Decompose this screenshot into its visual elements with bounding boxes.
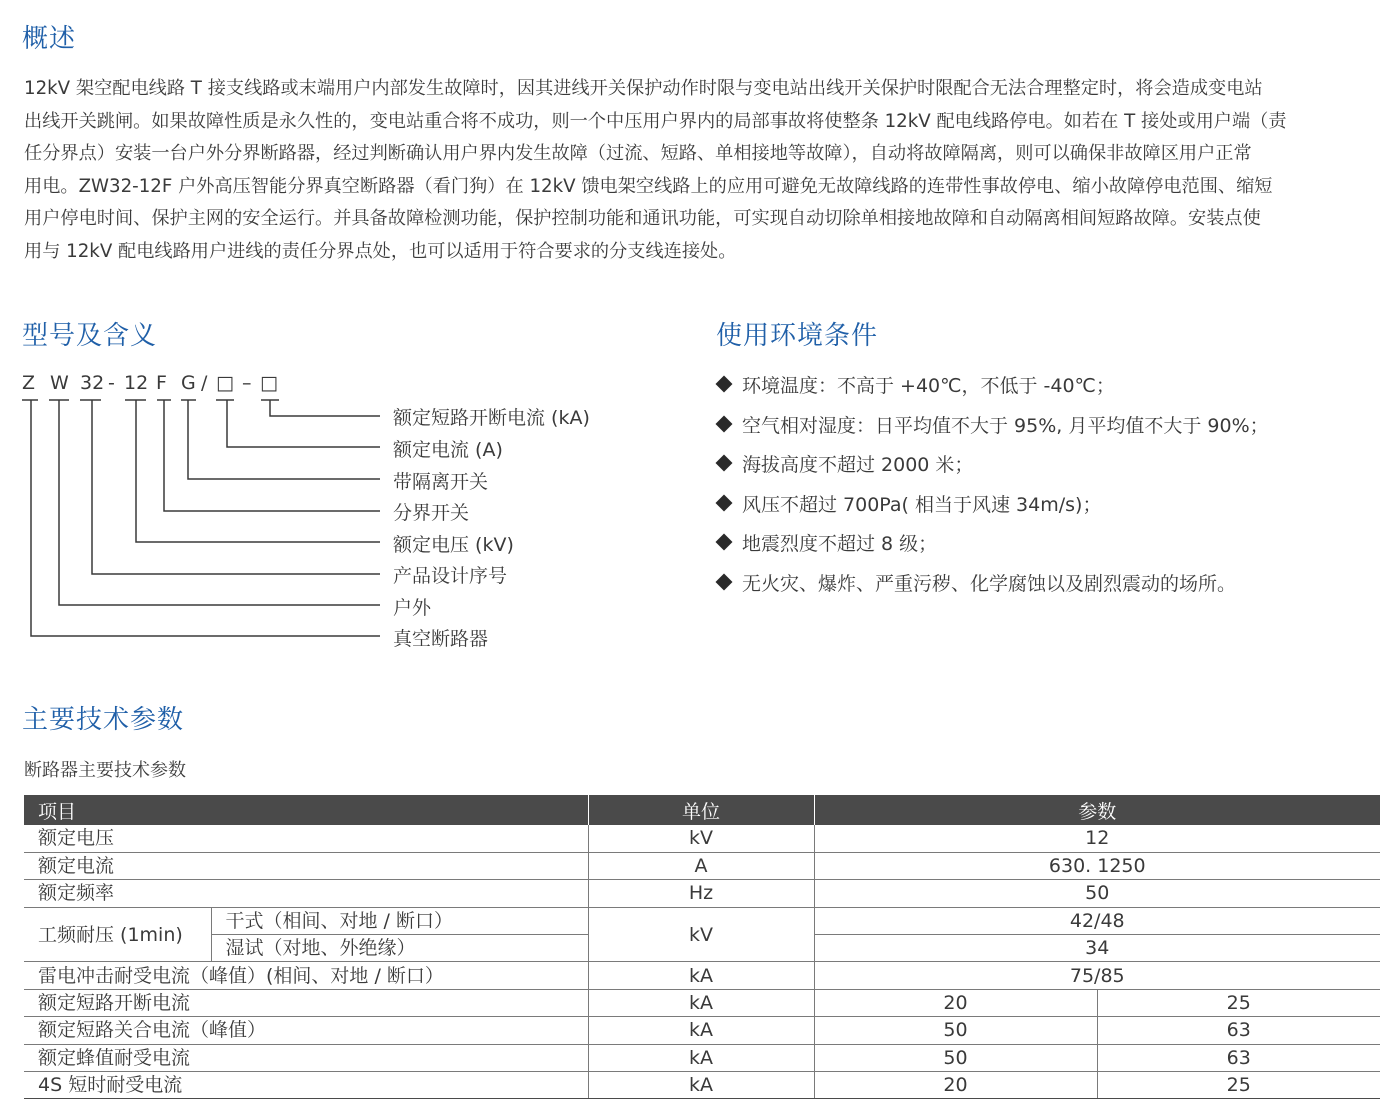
model-label: 带隔离开关 — [393, 471, 489, 493]
row-item: 额定蜂值耐受电流 — [24, 1044, 588, 1071]
row-value: 50 — [814, 880, 1380, 907]
row-item: 额定短路关合电流（峰值） — [24, 1017, 588, 1044]
row-unit: kV — [588, 825, 814, 852]
row-value: 25 — [1097, 1072, 1380, 1099]
row-item: 额定电流 — [24, 852, 588, 879]
header-item: 项目 — [24, 795, 588, 825]
row-item: 4S 短时耐受电流 — [24, 1072, 588, 1099]
row-value: 75/85 — [814, 962, 1380, 989]
row-value: 34 — [814, 935, 1380, 962]
table-row — [24, 825, 1380, 852]
environment-title: 使用环境条件 — [716, 321, 879, 351]
env-item-text: 空气相对湿度：日平均值不大于 95%, 月平均值不大于 90%； — [742, 415, 1269, 437]
row-value: 12 — [814, 825, 1380, 852]
overview-line: 用户停电时间、保护主网的安全运行。并具备故障检测功能，保护控制功能和通讯功能，可实现自动切除单相接地故障和自动隔离相间短路故障。安装点使 — [24, 208, 1261, 230]
model-label: 额定短路开断电流 (kA) — [393, 407, 590, 429]
table-row — [24, 880, 1380, 907]
diamond-bullet-icon — [716, 455, 733, 472]
row-item: 额定电压 — [24, 825, 588, 852]
env-item-text: 环境温度：不高于 +40℃，不低于 -40℃； — [742, 375, 1115, 397]
row-value: 50 — [814, 1017, 1097, 1044]
diamond-bullet-icon — [716, 495, 733, 512]
header-unit: 单位 — [588, 795, 814, 825]
table-row — [24, 907, 1380, 934]
env-item — [718, 490, 1101, 517]
header-params: 参数 — [814, 795, 1380, 825]
table-row — [24, 852, 1380, 879]
diamond-bullet-icon — [716, 416, 733, 433]
table-row — [24, 1017, 1380, 1044]
row-item: 额定频率 — [24, 880, 588, 907]
code-char: □ — [216, 372, 234, 394]
row-value: 630. 1250 — [814, 852, 1380, 879]
table-header-row — [24, 795, 1380, 825]
row-unit: kA — [588, 1044, 814, 1071]
row-item: 雷电冲击耐受电流（峰值）(相间、对地 / 断口） — [24, 962, 588, 989]
row-unit: kV — [588, 907, 814, 962]
env-item — [718, 411, 1269, 438]
env-item — [718, 529, 937, 556]
row-unit: kA — [588, 989, 814, 1016]
code-char: F — [156, 372, 167, 394]
table-row — [24, 989, 1380, 1016]
row-unit: Hz — [588, 880, 814, 907]
env-item — [718, 450, 973, 477]
model-label: 户外 — [393, 597, 432, 619]
table-row — [24, 1044, 1380, 1071]
code-char: G — [181, 372, 196, 394]
env-item — [718, 371, 1115, 398]
env-item-text: 风压不超过 700Pa( 相当于风速 34m/s)； — [742, 494, 1102, 516]
code-char: / — [201, 372, 208, 394]
row-item: 额定短路开断电流 — [24, 989, 588, 1016]
env-item-text: 海拔高度不超过 2000 米； — [742, 454, 974, 476]
env-item-text: 地震烈度不超过 8 级； — [742, 533, 938, 555]
row-value: 20 — [814, 1072, 1097, 1099]
diamond-bullet-icon — [716, 534, 733, 551]
model-title: 型号及含义 — [22, 321, 158, 351]
overview-line: 用与 12kV 配电线路用户进线的责任分界点处，也可以适用于符合要求的分支线连接处。 — [24, 240, 737, 262]
row-unit: kA — [588, 962, 814, 989]
row-value: 50 — [814, 1044, 1097, 1071]
code-char: Z — [22, 372, 36, 394]
row-unit: kA — [588, 1017, 814, 1044]
row-unit: A — [588, 852, 814, 879]
env-item-text: 无火灾、爆炸、严重污秽、化学腐蚀以及剧烈震动的场所。 — [742, 573, 1237, 595]
model-label: 产品设计序号 — [393, 565, 508, 587]
row-subitem: 湿试（对地、外绝缘） — [211, 935, 588, 962]
row-value: 63 — [1097, 1017, 1380, 1044]
env-item — [718, 569, 1236, 596]
code-char: – — [242, 372, 252, 394]
row-value: 42/48 — [814, 907, 1380, 934]
model-label: 真空断路器 — [393, 628, 489, 650]
table-row — [24, 962, 1380, 989]
diamond-bullet-icon — [716, 574, 733, 591]
diamond-bullet-icon — [716, 376, 733, 393]
overview-line: 任分界点）安装一台户外分界断路器，经过判断确认用户界内发生故障（过流、短路、单相接地等故障），自动将故障隔离，则可以确保非故障区用户正常 — [24, 143, 1252, 165]
specs-table — [24, 795, 1380, 1099]
table-row — [24, 1072, 1380, 1099]
model-label: 分界开关 — [393, 502, 470, 524]
code-char: W — [50, 372, 69, 394]
row-value: 25 — [1097, 989, 1380, 1016]
overview-title: 概述 — [22, 24, 77, 54]
code-char: 12 — [124, 372, 149, 394]
code-char: - — [108, 372, 115, 394]
row-value: 20 — [814, 989, 1097, 1016]
specs-title: 主要技术参数 — [22, 705, 185, 735]
row-item-group: 工频耐压 (1min) — [24, 907, 211, 962]
specs-subtitle: 断路器主要技术参数 — [24, 760, 186, 781]
overview-line: 用电。ZW32-12F 户外高压智能分界真空断路器（看门狗）在 12kV 馈电架空线路上的应用可避免无故障线路的连带性事故停电、缩小故障停电范围、缩短 — [24, 175, 1273, 197]
overview-line: 12kV 架空配电线路 T 接支线路或末端用户内部发生故障时，因其进线开关保护动作时限与变电站出线开关保护时限配合无法合理整定时，将会造成变电站 — [24, 78, 1263, 99]
model-label: 额定电流 (A) — [393, 439, 503, 461]
overview-line: 出线开关跳闸。如果故障性质是永久性的，变电站重合将不成功，则一个中压用户界内的局部事故将使整条 12kV 配电线路停电。如若在 T 接处或用户端（责 — [24, 110, 1287, 132]
row-subitem: 干式（相间、对地 / 断口） — [211, 907, 588, 934]
row-unit: kA — [588, 1072, 814, 1099]
code-char: 32 — [80, 372, 105, 394]
model-label: 额定电压 (kV) — [393, 534, 514, 556]
row-value: 63 — [1097, 1044, 1380, 1071]
model-diagram-lines — [0, 0, 400, 660]
code-char: □ — [260, 372, 278, 394]
